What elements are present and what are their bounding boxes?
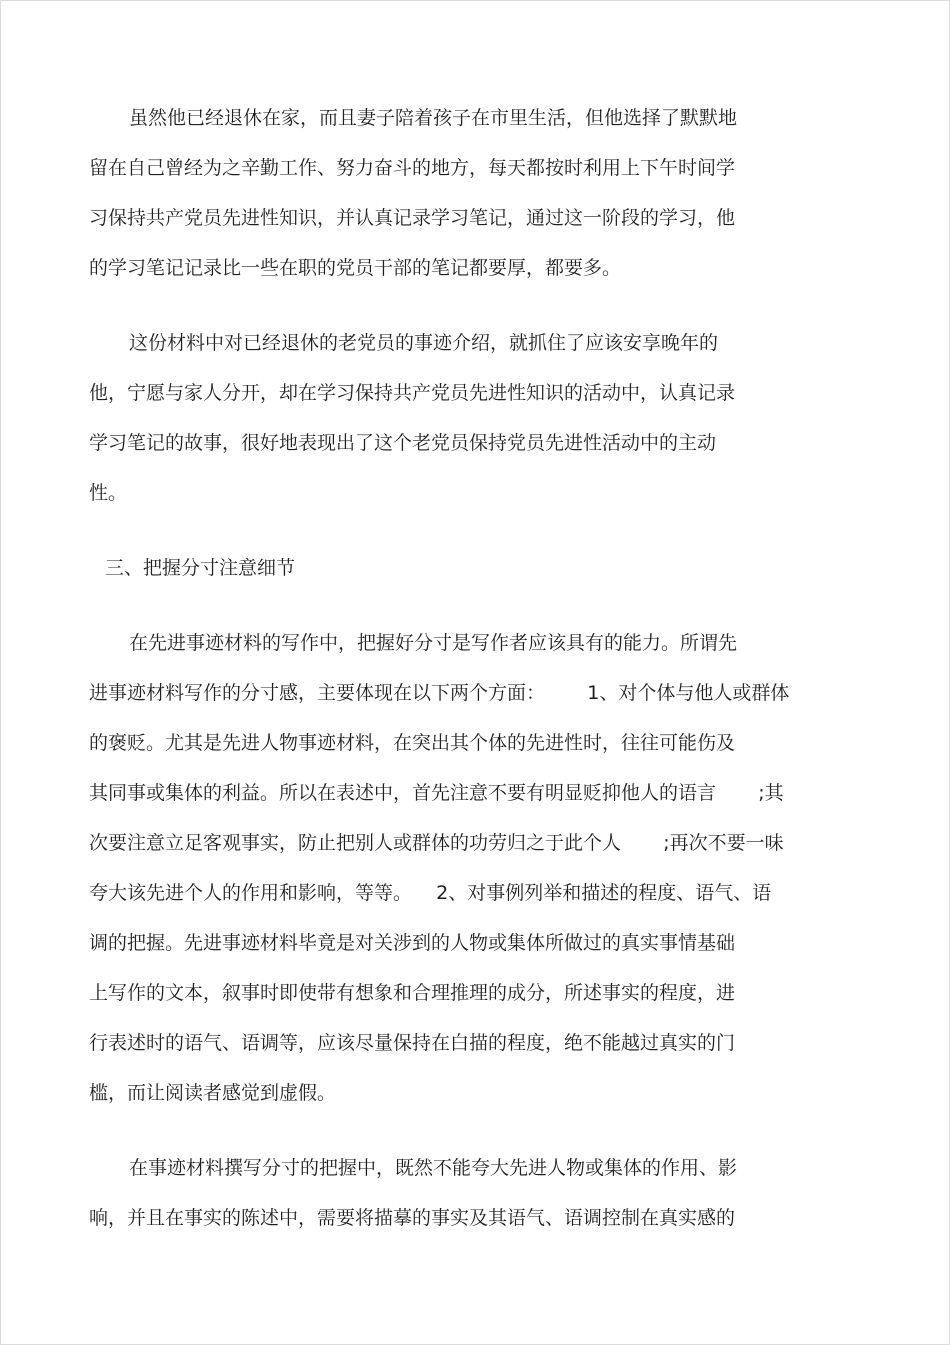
paragraph-2-line-2: 他，宁愿与家人分开，却在学习保持共产党员先进性知识的活动中，认真记录: [89, 382, 736, 404]
paragraph-3-line-10: 槛，而让阅读者感觉到虚假。: [89, 1082, 337, 1104]
paragraph-3-line-7: 调的把握。先进事迹材料毕竟是对关涉到的人物或集体所做过的真实事情基础: [89, 932, 736, 954]
paragraph-1-line-1: 虽然他已经退休在家，而且妻子陪着孩子在市里生活，但他选择了默默地: [129, 107, 738, 129]
paragraph-3-line-6: 夸大该先进个人的作用和影响，等等。 2、对事例列举和描述的程度、语气、语: [89, 882, 772, 904]
paragraph-2-line-4: 性。: [89, 482, 128, 504]
paragraph-1-line-2: 留在自己曾经为之辛勤工作、努力奋斗的地方，每天都按时利用上下午时间学: [89, 157, 736, 179]
paragraph-1-line-4: 的学习笔记记录比一些在职的党员干部的笔记都要厚，都要多。: [89, 257, 622, 279]
paragraph-3-line-1: 在先进事迹材料的写作中，把握好分寸是写作者应该具有的能力。所谓先: [129, 632, 738, 654]
paragraph-4-line-2: 响，并且在事实的陈述中，需要将描摹的事实及其语气、语调控制在真实感的: [89, 1207, 736, 1229]
section-heading: 三、把握分寸注意细节: [105, 557, 296, 579]
paragraph-3-line-3: 的褒贬。尤其是先进人物事迹材料，在突出其个体的先进性时，往往可能伤及: [89, 732, 736, 754]
paragraph-4-line-1: 在事迹材料撰写分寸的把握中，既然不能夸大先进人物或集体的作用、影: [129, 1157, 738, 1179]
paragraph-2-line-3: 学习笔记的故事，很好地表现出了这个老党员保持党员先进性活动中的主动: [89, 432, 717, 454]
paragraph-3-line-8: 上写作的文本，叙事时即使带有想象和合理推理的成分，所述事实的程度，进: [89, 982, 736, 1004]
paragraph-3-line-5: 次要注意立足客观事实，防止把别人或群体的功劳归之于此个人 ;再次不要一味: [89, 832, 784, 854]
paragraph-3-line-9: 行表述时的语气、语调等，应该尽量保持在白描的程度，绝不能越过真实的门: [89, 1032, 736, 1054]
paragraph-1-line-3: 习保持共产党员先进性知识，并认真记录学习笔记，通过这一阶段的学习，他: [89, 207, 736, 229]
paragraph-3-line-2: 进事迹材料写作的分寸感，主要体现在以下两个方面： 1、对个体与他人或群体: [89, 682, 790, 704]
paragraph-3-line-4: 其同事或集体的利益。所以在表述中，首先注意不要有明显贬抑他人的语言 ;其: [89, 782, 784, 804]
paragraph-2-line-1: 这份材料中对已经退休的老党员的事迹介绍，就抓住了应该安享晚年的: [129, 332, 719, 354]
